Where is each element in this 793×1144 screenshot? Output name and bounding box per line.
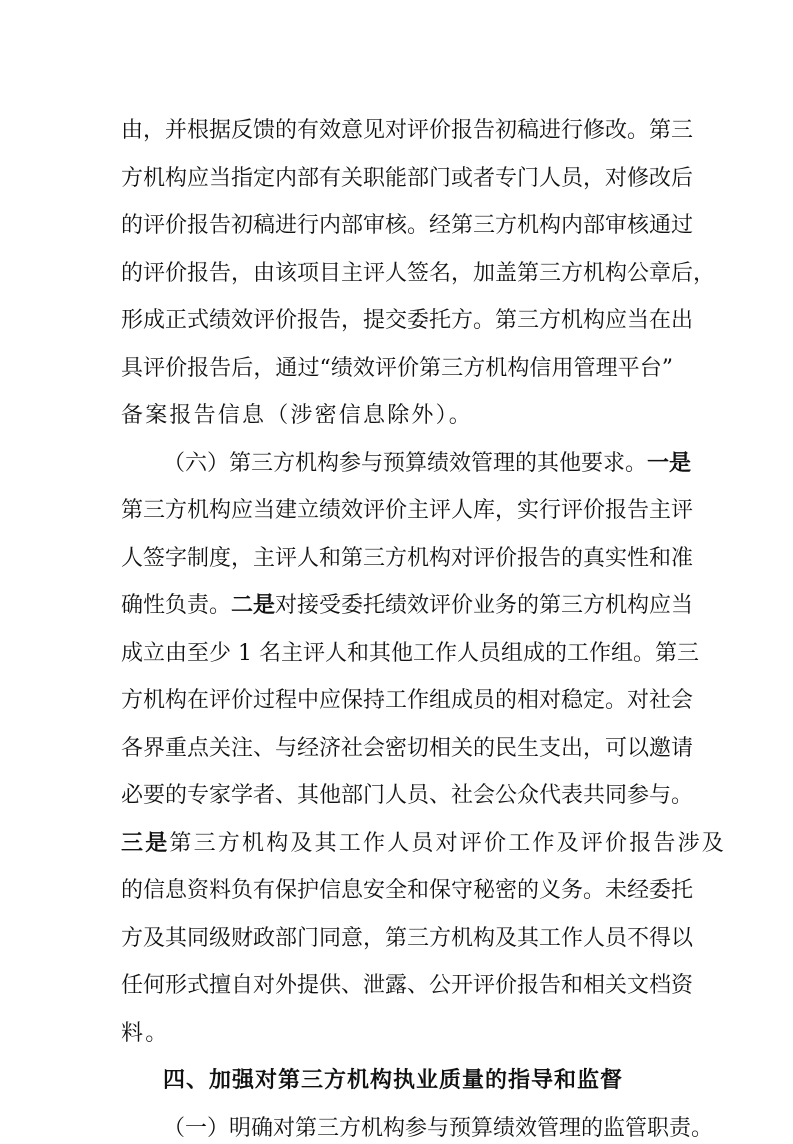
body-line: 的评价报告，由该项目主评人签名，加盖第三方机构公章后， <box>121 261 716 286</box>
body-line: 方机构应当指定内部有关职能部门或者专门人员，对修改后 <box>121 166 694 191</box>
body-text: 第三方机构及其工作人员对评价工作及评价报告涉及 <box>169 831 727 856</box>
section-six-third-line <box>121 829 727 859</box>
body-line: 必要的专家学者、其他部门人员、社会公众代表共同参与。 <box>121 783 694 808</box>
marker-third: 三是 <box>121 831 170 856</box>
body-line: 由，并根据反馈的有效意见对评价报告初稿进行修改。第三 <box>121 118 694 143</box>
body-line: 各界重点关注、与经济社会密切相关的民生支出，可以邀请 <box>121 736 694 761</box>
body-text: 对接受委托绩效评价业务的第三方机构应当 <box>275 593 694 618</box>
section-four-heading: 四、加强对第三方机构执业质量的指导和监督 <box>163 1068 624 1093</box>
body-line: 料。 <box>121 1021 170 1046</box>
body-line: 第三方机构应当建立绩效评价主评人库，实行评价报告主评 <box>121 498 694 523</box>
marker-first: 一是 <box>647 451 692 476</box>
body-line: 具评价报告后，通过“绩效评价第三方机构信用管理平台” <box>121 356 673 381</box>
body-line: 的评价报告初稿进行内部审核。经第三方机构内部审核通过 <box>121 213 694 238</box>
body-line: 人签字制度，主评人和第三方机构对评价报告的真实性和准 <box>121 546 694 571</box>
marker-second: 二是 <box>231 593 276 618</box>
section-six-title: （六）第三方机构参与预算绩效管理的其他要求。 <box>163 451 648 476</box>
body-line: 方机构在评价过程中应保持工作组成员的相对稳定。对社会 <box>121 688 694 713</box>
body-line: 形成正式绩效评价报告，提交委托方。第三方机构应当在出 <box>121 308 694 333</box>
body-line: 成立由至少 1 名主评人和其他工作人员组成的工作组。第三 <box>121 641 699 666</box>
section-six-second-line <box>121 591 694 621</box>
section-six-first-line <box>163 449 692 479</box>
section-four-sub1: （一）明确对第三方机构参与预算绩效管理的监管职责。 <box>163 1116 714 1141</box>
body-line: 方及其同级财政部门同意，第三方机构及其工作人员不得以 <box>121 926 694 951</box>
body-line: 任何形式擅自对外提供、泄露、公开评价报告和相关文档资 <box>121 973 694 998</box>
body-text: 确性负责。 <box>121 593 232 618</box>
body-line: 备案报告信息（涉密信息除外）。 <box>121 403 474 428</box>
body-line: 的信息资料负有保护信息安全和保守秘密的义务。未经委托 <box>121 878 694 903</box>
